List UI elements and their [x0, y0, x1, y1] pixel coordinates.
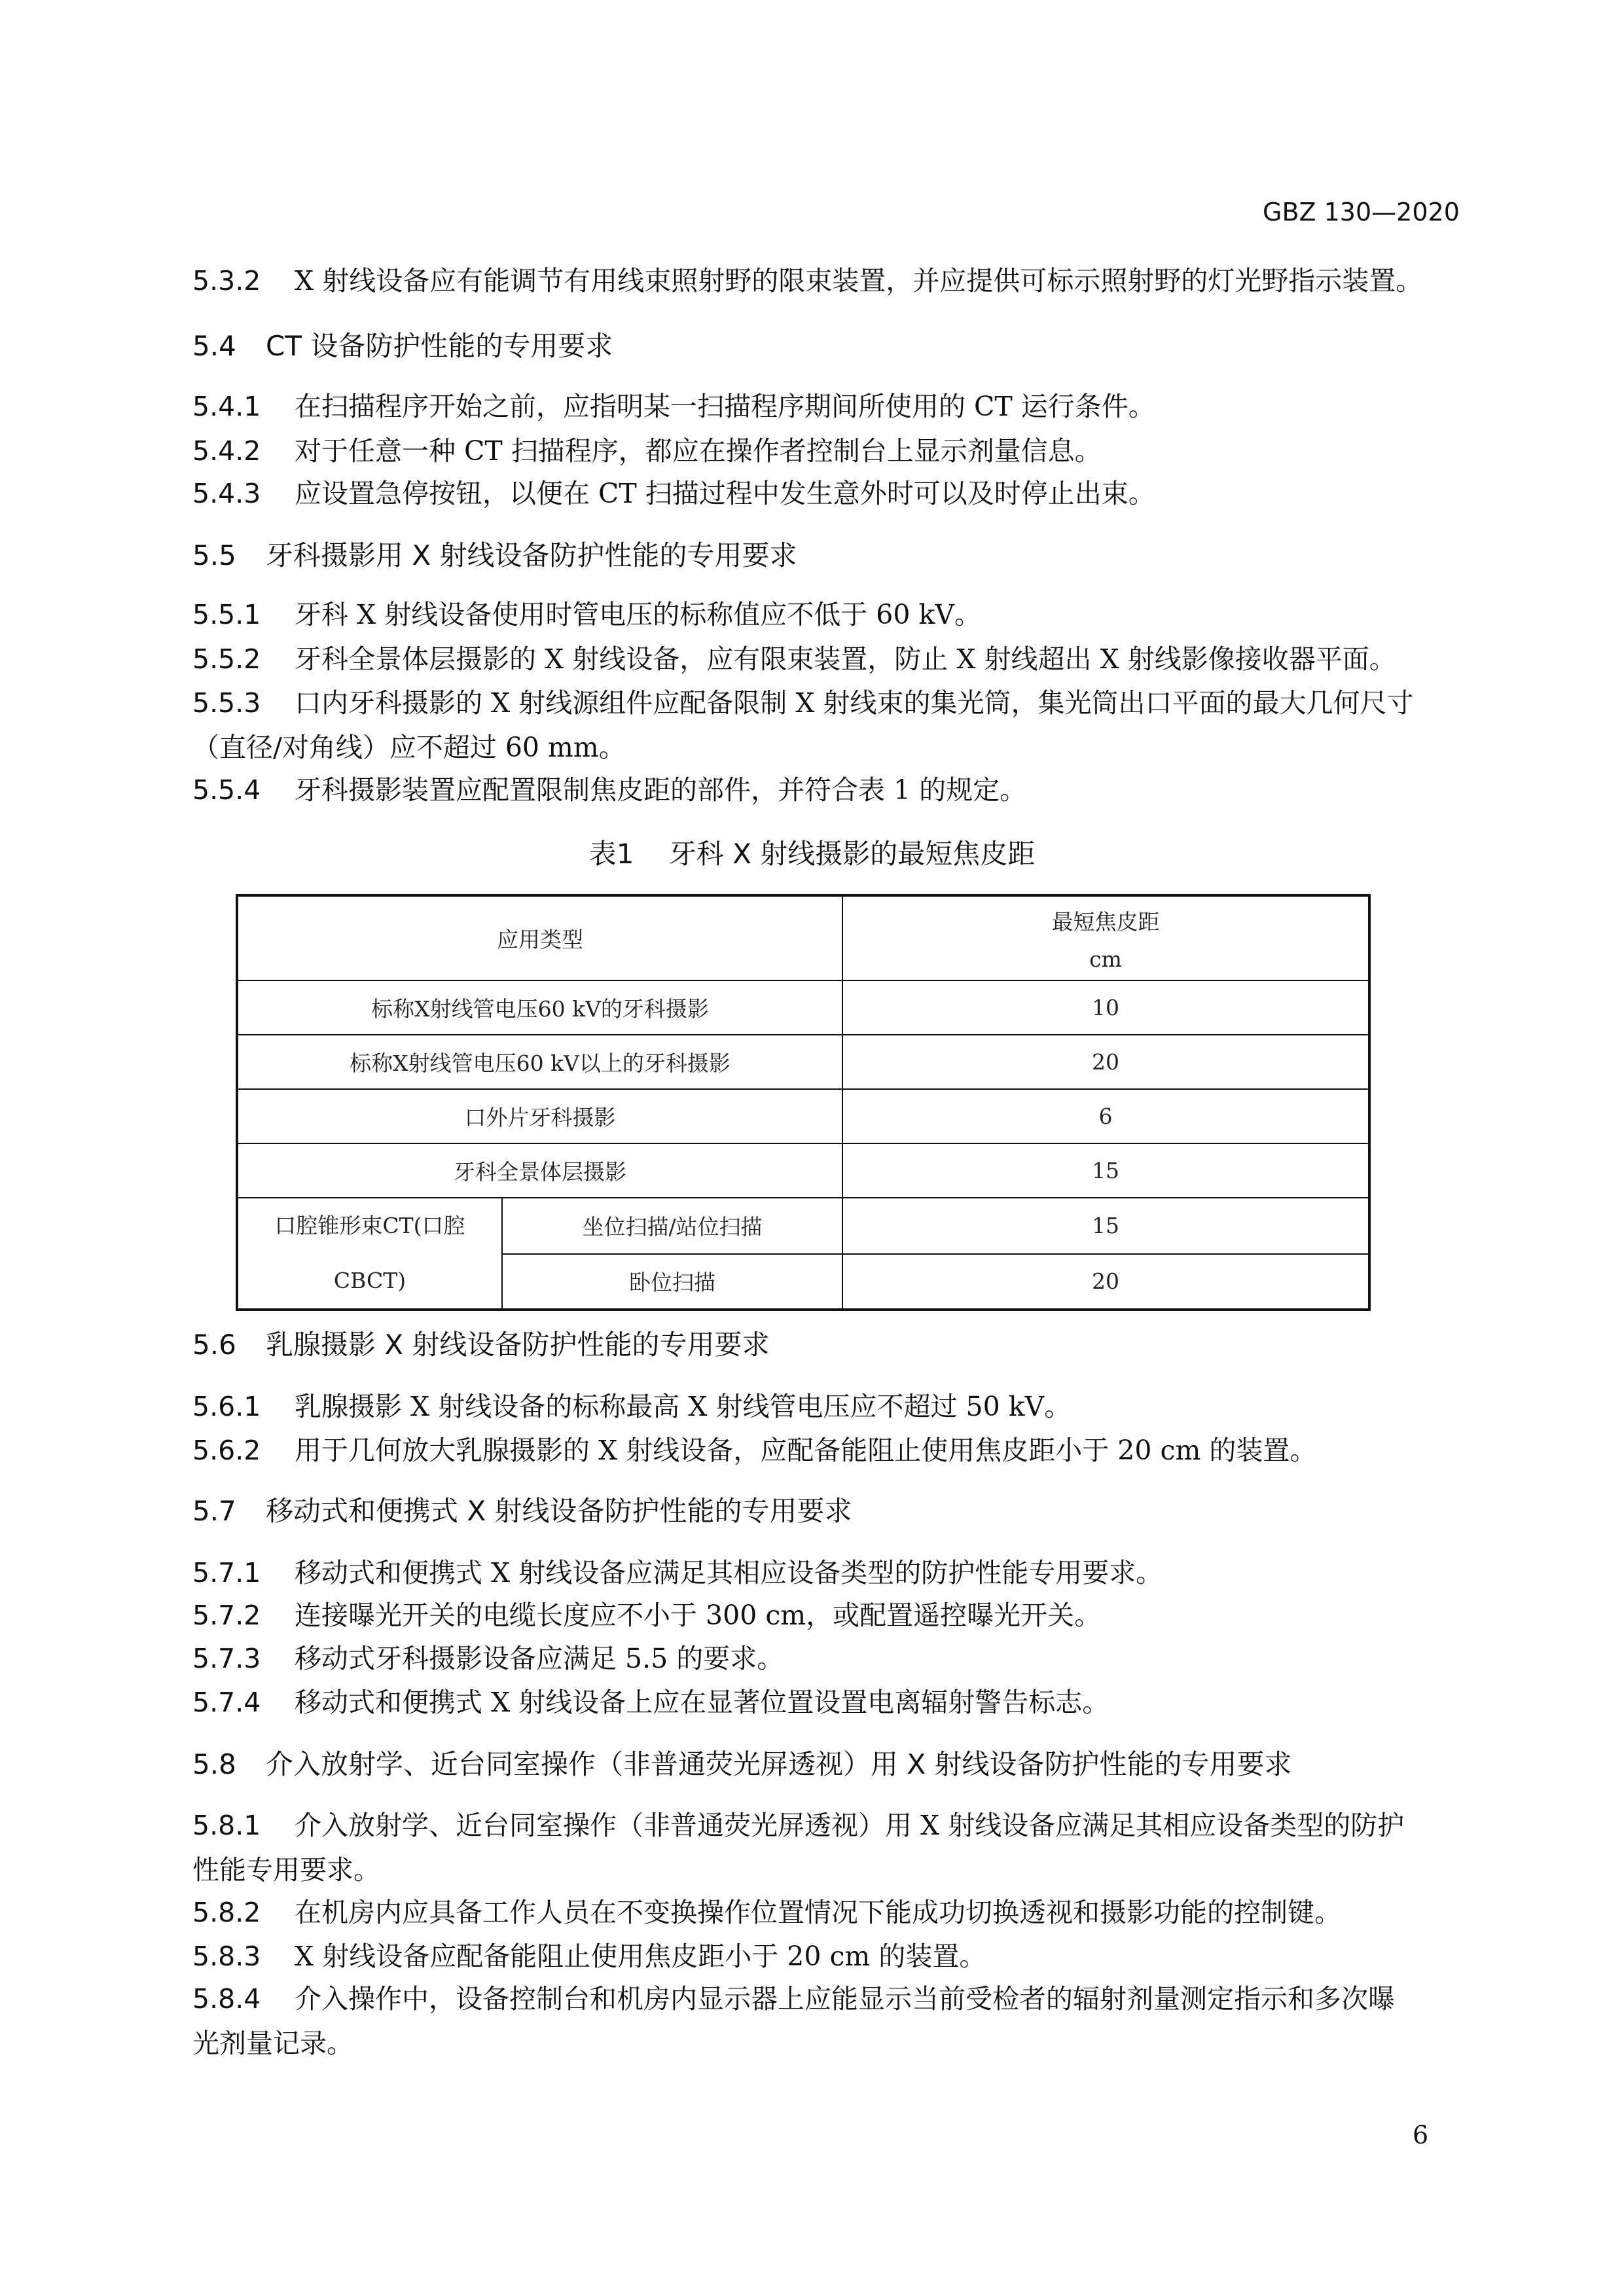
cell-application-type: 标称X射线管电压60 kV以上的牙科摄影 [237, 1035, 842, 1089]
clause-5-7-4 [192, 1680, 1475, 1725]
table-number: 表1 [588, 838, 634, 870]
clause-number: 5.5.2 [192, 643, 261, 675]
section-title: 移动式和便携式 X 射线设备防护性能的专用要求 [266, 1495, 852, 1527]
cell-min-distance: 20 [842, 1035, 1369, 1089]
section-heading-5-7 [192, 1489, 1475, 1534]
clause-number: 5.7.3 [192, 1643, 261, 1674]
table-row [237, 1089, 1369, 1143]
cell-min-distance: 20 [842, 1254, 1369, 1310]
header-min-distance [842, 895, 1369, 980]
cell-scan-position: 卧位扫描 [502, 1254, 842, 1310]
cell-min-distance: 10 [842, 980, 1369, 1035]
clause-text: 牙科摄影装置应配置限制焦皮距的部件，并符合表 1 的规定。 [295, 774, 1027, 806]
table-row [237, 980, 1369, 1035]
clause-number: 5.3.2 [192, 265, 261, 296]
cell-min-distance: 15 [842, 1143, 1369, 1198]
cell-application-type: 口外片牙科摄影 [237, 1089, 842, 1143]
section-heading-5-8 [192, 1742, 1475, 1787]
clause-number: 5.5.3 [192, 687, 261, 719]
section-number: 5.5 [192, 539, 236, 571]
clause-text: X 射线设备应配备能阻止使用焦皮距小于 20 cm 的装置。 [295, 1941, 986, 1972]
clause-number: 5.4.1 [192, 391, 261, 422]
focus-skin-distance-table [236, 894, 1371, 1311]
clause-number: 5.7.4 [192, 1687, 261, 1718]
clause-5-5-4 [192, 768, 1475, 812]
cbct-group-line2: CBCT) [333, 1268, 406, 1293]
section-number: 5.7 [192, 1495, 236, 1527]
clause-5-7-2 [192, 1593, 1475, 1638]
section-title: 介入放射学、近台同室操作（非普通荧光屏透视）用 X 射线设备防护性能的专用要求 [266, 1748, 1292, 1780]
clause-number: 5.7.1 [192, 1557, 261, 1588]
clause-text: 连接曝光开关的电缆长度应不小于 300 cm，或配置遥控曝光开关。 [295, 1600, 1102, 1631]
cell-cbct-group [237, 1198, 502, 1310]
clause-text-continued: 光剂量记录。 [192, 2028, 353, 2059]
clause-text: 移动式和便携式 X 射线设备应满足其相应设备类型的防护性能专用要求。 [295, 1557, 1163, 1588]
table-header-row [237, 895, 1369, 980]
clause-number: 5.8.2 [192, 1897, 261, 1928]
clause-number: 5.8.3 [192, 1941, 261, 1972]
clause-number: 5.8.1 [192, 1810, 261, 1841]
cell-min-distance: 15 [842, 1198, 1369, 1254]
clause-5-5-2 [192, 637, 1475, 681]
header-unit: cm [1089, 946, 1122, 972]
clause-number: 5.4.2 [192, 435, 261, 467]
header-application-type: 应用类型 [237, 895, 842, 980]
clause-text: 移动式和便携式 X 射线设备上应在显著位置设置电离辐射警告标志。 [295, 1687, 1110, 1718]
clause-5-8-4 [192, 1977, 1475, 2066]
clause-text: 介入操作中，设备控制台和机房内显示器上应能显示当前受检者的辐射剂量测定指示和多次曝 [295, 1983, 1395, 2015]
clause-text: X 射线设备应有能调节有用线束照射野的限束装置，并应提供可标示照射野的灯光野指示装置。 [295, 265, 1423, 296]
section-title: 乳腺摄影 X 射线设备防护性能的专用要求 [266, 1329, 770, 1361]
clause-5-4-3 [192, 471, 1475, 516]
table-caption [0, 833, 1624, 872]
table-row [237, 1035, 1369, 1089]
clause-5-5-3 [192, 681, 1475, 770]
clause-text: 乳腺摄影 X 射线设备的标称最高 X 射线管电压应不超过 50 kV。 [295, 1391, 1072, 1422]
clause-number: 5.5.4 [192, 774, 261, 806]
page-number: 6 [1413, 2121, 1429, 2149]
section-number: 5.6 [192, 1329, 236, 1361]
section-heading-5-5 [192, 533, 1475, 578]
clause-5-7-3 [192, 1636, 1475, 1681]
header-min-distance-label: 最短焦皮距 [1051, 908, 1160, 935]
section-title: 牙科摄影用 X 射线设备防护性能的专用要求 [266, 539, 797, 571]
clause-text: 应设置急停按钮，以便在 CT 扫描过程中发生意外时可以及时停止出束。 [295, 478, 1155, 509]
standard-number: GBZ 130—2020 [1263, 198, 1460, 226]
clause-5-8-3 [192, 1934, 1475, 1979]
clause-5-6-2 [192, 1428, 1475, 1473]
clause-5-8-2 [192, 1890, 1475, 1935]
section-number: 5.8 [192, 1748, 236, 1780]
section-number: 5.4 [192, 330, 236, 362]
cbct-group-line1: 口腔锥形束CT(口腔 [274, 1213, 465, 1238]
clause-text: 口内牙科摄影的 X 射线源组件应配备限制 X 射线束的集光筒，集光筒出口平面的最大几何尺寸 [295, 687, 1414, 719]
clause-5-4-2 [192, 429, 1475, 473]
section-title: CT 设备防护性能的专用要求 [266, 330, 613, 362]
table-title: 牙科 X 射线摄影的最短焦皮距 [668, 838, 1036, 870]
clause-text: 用于几何放大乳腺摄影的 X 射线设备，应配备能阻止使用焦皮距小于 20 cm 的装置。 [295, 1435, 1317, 1466]
clause-text: 介入放射学、近台同室操作（非普通荧光屏透视）用 X 射线设备应满足其相应设备类型的防护 [295, 1810, 1405, 1841]
clause-5-3-2 [192, 259, 1475, 303]
cell-application-type: 标称X射线管电压60 kV的牙科摄影 [237, 980, 842, 1035]
clause-text: 牙科 X 射线设备使用时管电压的标称值应不低于 60 kV。 [295, 599, 981, 630]
clause-5-6-1 [192, 1384, 1475, 1429]
clause-text: 在机房内应具备工作人员在不变换操作位置情况下能成功切换透视和摄影功能的控制键。 [295, 1897, 1341, 1928]
clause-number: 5.7.2 [192, 1600, 261, 1631]
clause-number: 5.8.4 [192, 1983, 261, 2015]
clause-5-7-1 [192, 1551, 1475, 1595]
clause-5-5-1 [192, 592, 1475, 637]
clause-text-continued: 性能专用要求。 [192, 1854, 380, 1886]
cell-scan-position: 坐位扫描/站位扫描 [502, 1198, 842, 1254]
clause-number: 5.4.3 [192, 478, 261, 509]
clause-text: 在扫描程序开始之前，应指明某一扫描程序期间所使用的 CT 运行条件。 [295, 391, 1155, 422]
clause-text: 对于任意一种 CT 扫描程序，都应在操作者控制台上显示剂量信息。 [295, 435, 1102, 467]
clause-5-4-1 [192, 384, 1475, 429]
table-row [237, 1143, 1369, 1198]
clause-number: 5.5.1 [192, 599, 261, 630]
clause-number: 5.6.1 [192, 1391, 261, 1422]
cell-application-type: 牙科全景体层摄影 [237, 1143, 842, 1198]
clause-text: 牙科全景体层摄影的 X 射线设备，应有限束装置，防止 X 射线超出 X 射线影像接收器平面。 [295, 643, 1396, 675]
clause-text: 移动式牙科摄影设备应满足 5.5 的要求。 [295, 1643, 784, 1674]
section-heading-5-4 [192, 324, 1475, 368]
section-heading-5-6 [192, 1323, 1475, 1367]
clause-text-continued: （直径/对角线）应不超过 60 mm。 [192, 732, 626, 763]
cell-min-distance: 6 [842, 1089, 1369, 1143]
clause-number: 5.6.2 [192, 1435, 261, 1466]
clause-5-8-1 [192, 1803, 1475, 1892]
table-row [237, 1198, 1369, 1254]
